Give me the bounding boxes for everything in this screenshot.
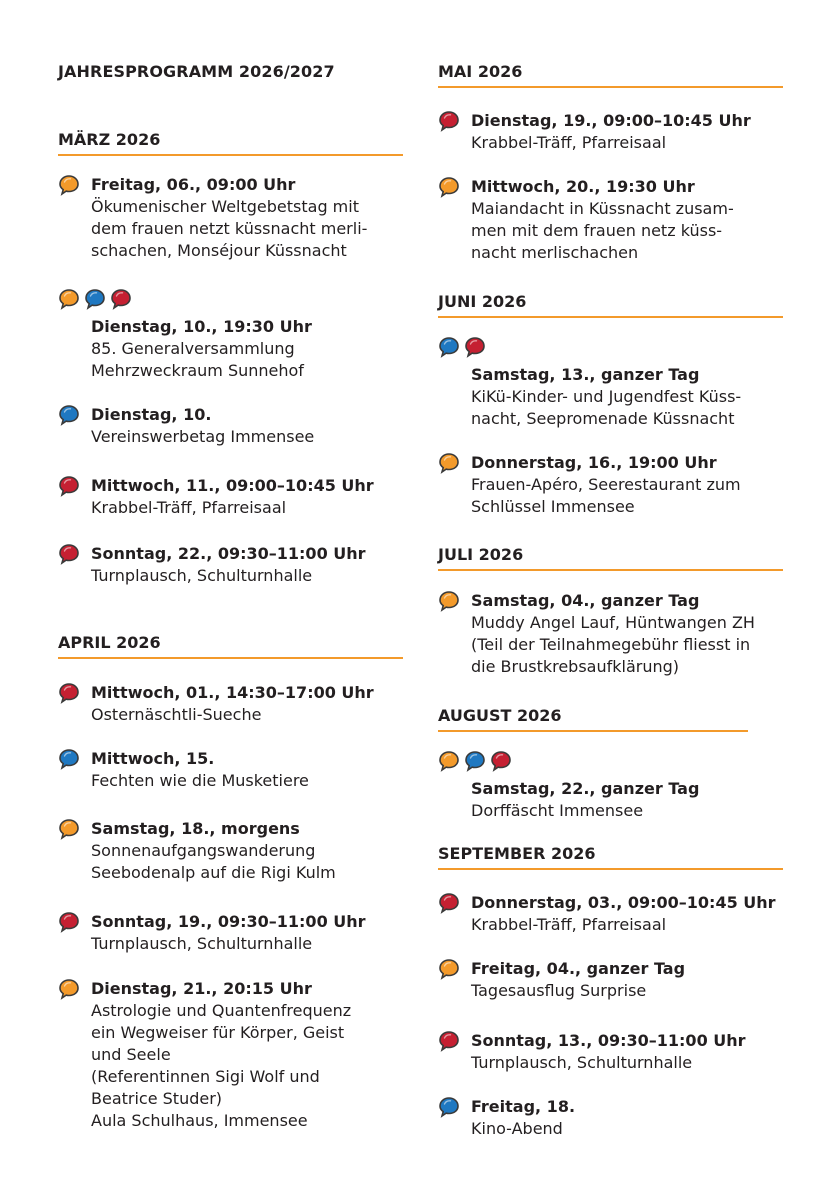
event-date: Freitag, 04., ganzer Tag <box>471 959 686 978</box>
event-item <box>58 818 408 884</box>
category-markers <box>58 911 80 933</box>
month-title: MÄRZ 2026 <box>58 130 161 149</box>
orange-speech-bubble-icon <box>58 818 80 840</box>
event-item <box>58 682 408 726</box>
event-description: Fechten wie die Musketiere <box>91 771 309 790</box>
month-divider <box>438 569 783 571</box>
event-item <box>438 958 788 1002</box>
red-speech-bubble-icon <box>58 475 80 497</box>
event-date: Samstag, 04., ganzer Tag <box>471 591 700 610</box>
red-speech-bubble-icon <box>438 110 460 132</box>
month-section <box>438 706 788 732</box>
event-date: Sonntag, 13., 09:30–11:00 Uhr <box>471 1031 746 1050</box>
month-title: JUNI 2026 <box>438 292 527 311</box>
category-markers <box>58 288 408 310</box>
month-divider <box>438 86 783 88</box>
orange-speech-bubble-icon <box>438 590 460 612</box>
event-item <box>58 288 408 382</box>
month-divider <box>438 868 783 870</box>
red-speech-bubble-icon <box>58 911 80 933</box>
category-markers <box>58 174 80 196</box>
red-speech-bubble-icon <box>438 1030 460 1052</box>
event-item <box>438 1030 788 1074</box>
month-section <box>58 130 408 156</box>
event-date: Sonntag, 22., 09:30–11:00 Uhr <box>91 544 366 563</box>
event-date: Freitag, 18. <box>471 1097 576 1116</box>
event-item <box>438 336 788 430</box>
event-date: Mittwoch, 20., 19:30 Uhr <box>471 177 695 196</box>
event-date: Samstag, 22., ganzer Tag <box>471 779 700 798</box>
event-item <box>438 1096 788 1140</box>
orange-speech-bubble-icon <box>438 452 460 474</box>
category-markers <box>58 748 80 770</box>
blue-speech-bubble-icon <box>438 336 460 358</box>
month-title: APRIL 2026 <box>58 633 161 652</box>
orange-speech-bubble-icon <box>438 176 460 198</box>
blue-speech-bubble-icon <box>58 748 80 770</box>
category-markers <box>438 452 460 474</box>
event-date: Donnerstag, 16., 19:00 Uhr <box>471 453 717 472</box>
event-date: Samstag, 18., morgens <box>91 819 300 838</box>
red-speech-bubble-icon <box>58 682 80 704</box>
category-markers <box>438 336 788 358</box>
orange-speech-bubble-icon <box>58 288 80 310</box>
category-markers <box>58 475 80 497</box>
month-title: AUGUST 2026 <box>438 706 562 725</box>
orange-speech-bubble-icon <box>58 978 80 1000</box>
month-divider <box>438 316 783 318</box>
month-divider <box>58 154 403 156</box>
event-date: Mittwoch, 01., 14:30–17:00 Uhr <box>91 683 374 702</box>
month-title: SEPTEMBER 2026 <box>438 844 596 863</box>
event-description: Krabbel-Träff, Pfarreisaal <box>471 133 667 152</box>
blue-speech-bubble-icon <box>84 288 106 310</box>
event-date: Dienstag, 10. <box>91 405 212 424</box>
red-speech-bubble-icon <box>464 336 486 358</box>
orange-speech-bubble-icon <box>438 750 460 772</box>
month-section <box>438 844 788 870</box>
category-markers <box>438 1096 460 1118</box>
event-item <box>58 978 408 1132</box>
red-speech-bubble-icon <box>110 288 132 310</box>
event-description: Vereinswerbetag Immensee <box>91 427 315 446</box>
red-speech-bubble-icon <box>490 750 512 772</box>
event-date: Donnerstag, 03., 09:00–10:45 Uhr <box>471 893 776 912</box>
event-description: Dorffäscht Immensee <box>471 801 644 820</box>
month-section <box>438 545 788 571</box>
category-markers <box>438 176 460 198</box>
red-speech-bubble-icon <box>58 543 80 565</box>
event-date: Dienstag, 10., 19:30 Uhr <box>91 317 312 336</box>
event-date: Mittwoch, 15. <box>91 749 215 768</box>
event-date: Freitag, 06., 09:00 Uhr <box>91 175 296 194</box>
event-item <box>438 892 788 936</box>
event-item <box>438 110 788 154</box>
category-markers <box>438 750 788 772</box>
event-description: Astrologie und Quantenfrequenz ein Wegweiser für Körper, Geist und Seele (Referentinnen Sigi Wolf und Beatrice Studer) Aula Schulhaus, Immensee <box>91 1001 352 1130</box>
event-date: Samstag, 13., ganzer Tag <box>471 365 700 384</box>
month-section <box>438 292 788 318</box>
category-markers <box>438 958 460 980</box>
month-section <box>58 633 408 659</box>
event-item <box>438 750 788 822</box>
event-item <box>58 475 408 519</box>
category-markers <box>58 978 80 1000</box>
category-markers <box>58 543 80 565</box>
event-date: Dienstag, 21., 20:15 Uhr <box>91 979 312 998</box>
event-description: Muddy Angel Lauf, Hüntwangen ZH (Teil der Teilnahmegebühr fliesst in die Brustkrebsaufklärung) <box>471 613 755 676</box>
month-title: JULI 2026 <box>438 545 524 564</box>
event-date: Dienstag, 19., 09:00–10:45 Uhr <box>471 111 751 130</box>
category-markers <box>58 818 80 840</box>
event-description: 85. Generalversammlung Mehrzweckraum Sunnehof <box>91 339 304 380</box>
event-description: Turnplausch, Schulturnhalle <box>91 566 313 585</box>
blue-speech-bubble-icon <box>438 1096 460 1118</box>
event-description: Sonnenaufgangswanderung Seebodenalp auf die Rigi Kulm <box>91 841 336 882</box>
orange-speech-bubble-icon <box>58 174 80 196</box>
event-description: Krabbel-Träff, Pfarreisaal <box>91 498 287 517</box>
blue-speech-bubble-icon <box>58 404 80 426</box>
event-item <box>438 176 788 264</box>
month-title: MAI 2026 <box>438 62 523 81</box>
category-markers <box>438 892 460 914</box>
event-item <box>58 748 408 792</box>
event-description: KiKü-Kinder- und Jugendfest Küss- nacht, Seepromenade Küssnacht <box>471 387 742 428</box>
event-item <box>58 543 408 587</box>
category-markers <box>438 1030 460 1052</box>
event-item <box>438 590 788 678</box>
event-description: Krabbel-Träff, Pfarreisaal <box>471 915 667 934</box>
orange-speech-bubble-icon <box>438 958 460 980</box>
event-item <box>438 452 788 518</box>
event-item <box>58 911 408 955</box>
month-divider <box>58 657 403 659</box>
category-markers <box>58 404 80 426</box>
event-description: Ökumenischer Weltgebetstag mit dem frauen netzt küssnacht merli- schachen, Monséjour Küssnacht <box>91 197 368 260</box>
event-date: Mittwoch, 11., 09:00–10:45 Uhr <box>91 476 374 495</box>
category-markers <box>58 682 80 704</box>
blue-speech-bubble-icon <box>464 750 486 772</box>
month-section <box>438 62 788 88</box>
event-description: Tagesausflug Surprise <box>471 981 647 1000</box>
event-description: Osternäschtli-Sueche <box>91 705 262 724</box>
event-date: Sonntag, 19., 09:30–11:00 Uhr <box>91 912 366 931</box>
event-description: Frauen-Apéro, Seerestaurant zum Schlüssel Immensee <box>471 475 741 516</box>
event-item <box>58 174 408 262</box>
event-description: Maiandacht in Küssnacht zusam- men mit dem frauen netz küss- nacht merlischachen <box>471 199 734 262</box>
red-speech-bubble-icon <box>438 892 460 914</box>
category-markers <box>438 590 460 612</box>
page-title: JAHRESPROGRAMM 2026/2027 <box>58 62 335 81</box>
event-description: Turnplausch, Schulturnhalle <box>471 1053 693 1072</box>
month-divider <box>438 730 748 732</box>
category-markers <box>438 110 460 132</box>
event-description: Kino-Abend <box>471 1119 563 1138</box>
event-description: Turnplausch, Schulturnhalle <box>91 934 313 953</box>
event-item <box>58 404 408 448</box>
